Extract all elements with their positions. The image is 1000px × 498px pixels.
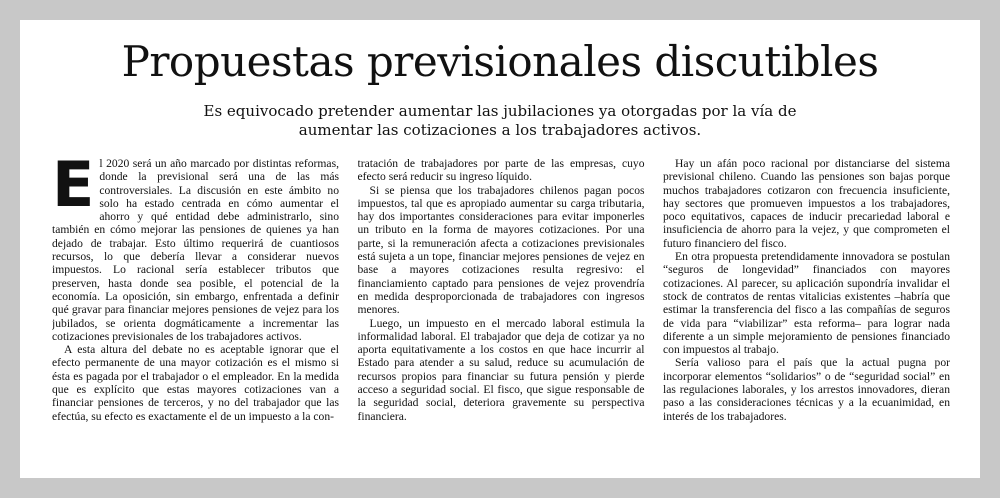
article (20, 20, 980, 478)
column-3 (663, 157, 950, 467)
headline: Propuestas previsionales discutibles (121, 37, 879, 86)
paragraph: Luego, un impuesto en el mercado laboral estimula la informalidad laboral. El trabajador que deja de cotizar ya no aporta equitativamente a los costos en que hace incurrir al Estado para atender a su salud, reduce su acumulación de recursos propios para financiar su futura pensión y pierde acceso a seguridad social. El fisco, que sigue responsable de la seguridad social, deteriora gravemente su perspectiva financiera. (357, 316, 645, 423)
paragraph: Hay un afán poco racional por distanciarse del sistema previsional chileno. Cuando las pensiones son bajas porque muchos trabajadores cotizaron con frecuencia insuficiente, hay sectores que promueven impuestos a los trabajadores, poco equitativos, capaces de inducir precariedad laboral e insuficiencia de ahorro para la vejez, y que comprometen el futuro financiero del fisco. (663, 157, 950, 250)
paragraph: Si se piensa que los trabajadores chilenos pagan pocos impuestos, tal que es apropiado aumentar su carga tributaria, hay dos importantes consideraciones para evitar imponerles un tributo en la forma de mayores cotizaciones. Por una parte, si la remuneración afecta a cotizaciones previsionales está sujeta a un tope, financiar mejores pensiones de vejez en base a mayores cotizaciones resulta regresivo: el financiamiento captado para pensiones de vejez provendría en medida desproporcionada de trabajadores con ingresos menores. (357, 183, 645, 317)
column-2 (358, 157, 645, 467)
paragraph: En otra propuesta pretendidamente innovadora se postulan “seguros de longevidad” financiados con mayores cotizaciones. Al parecer, su aplicación supondría invalidar el stock de contratos de rentas vitalicias existentes –habría que estimar la transferencia del fisco a las compañías de seguros de vida para “viabilizar” esta reforma– para lograr nada diferente a un simple mejoramiento de pensiones financiado con impuestos al trabajo. (663, 250, 950, 357)
paragraph: A esta altura del debate no es aceptable ignorar que el efecto permanente de una mayor cotización es el mismo si ésta es pagada por el trabajador o el empleador. En la medida que es explícito que estas mayores cotizaciones van a financiar pensiones de terceros, y no del trabajador que las efectúa, su efecto es exactamente el de un impuesto a la con- (52, 343, 339, 423)
paragraph-text: l 2020 será un año marcado por distintas reformas, donde la previsional será una de las más controversiales. La discusión en este ámbito no solo ha estado centrada en cómo aumentar el ahorro y qué entidad debe administrarlo, sino también en cómo mejorar las pensiones de quienes ya han dejado de trabajar. Esto último requerirá de cuantiosos recursos, lo que debería llevar a considerar nuevos impuestos. Lo racional sería establecer tributos que preserven, hasta donde sea posible, el potencial de la economía. La oposición, sin embargo, enfrentada a definir qué gravar para financiar mejores pensiones de vejez para los jubilados, se orienta dogmáticamente a incrementar las cotizaciones previsionales de los trabajadores activos. (52, 157, 339, 343)
deck (140, 102, 860, 140)
article-body (52, 157, 950, 467)
column-1 (52, 157, 339, 467)
deck-line-1: Es equivocado pretender aumentar las jubilaciones ya otorgadas por la vía de (203, 102, 797, 120)
drop-cap: E (52, 157, 95, 221)
paragraph: Sería valioso para el país que la actual pugna por incorporar elementos “solidarios” o de “seguridad social” en las regulaciones laborales, y los arrestos innovadores, dieran paso a las consideraciones técnicas y a la ecuanimidad, en interés de los trabajadores. (663, 356, 950, 423)
paragraph: tratación de trabajadores por parte de las empresas, cuyo efecto será reducir su ingreso líquido. (357, 157, 645, 184)
paragraph (52, 157, 339, 343)
deck-line-2: aumentar las cotizaciones a los trabajadores activos. (298, 121, 702, 139)
